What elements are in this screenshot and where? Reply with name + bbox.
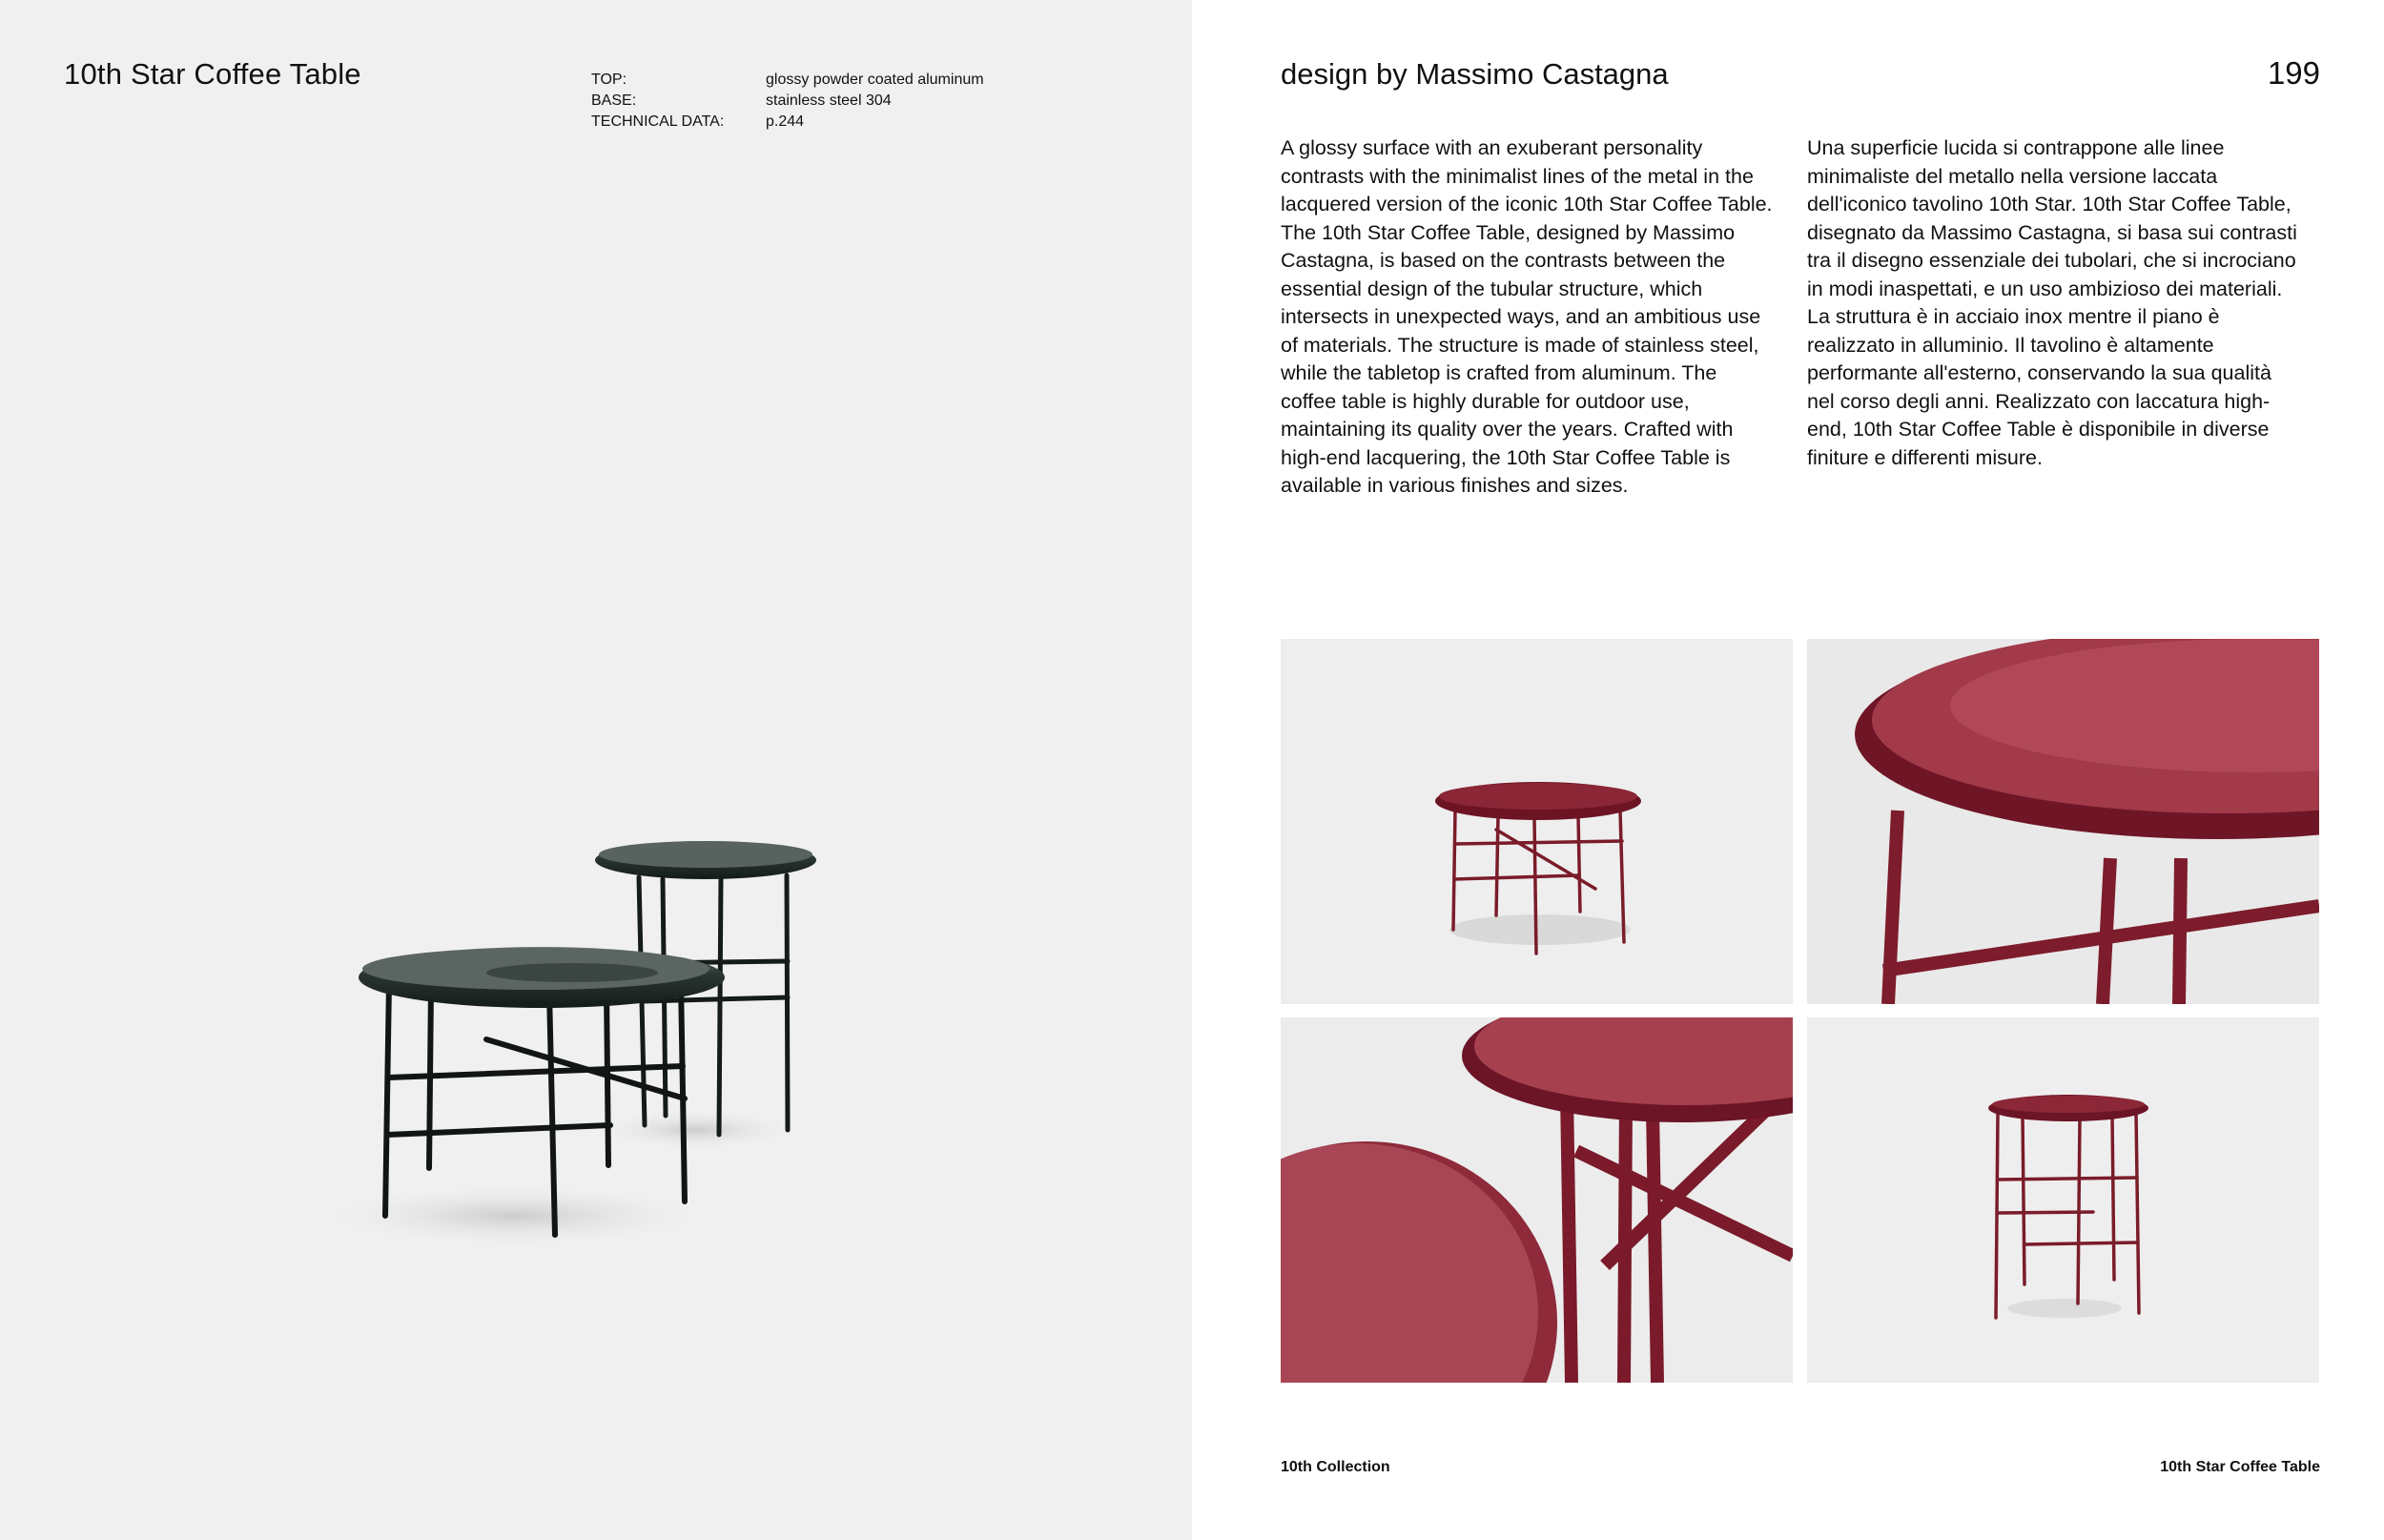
spec-label: TOP:	[591, 72, 627, 88]
description-english: A glossy surface with an exuberant personality contrasts with the minimalist lines of the metal in the lacquered version of the iconic 10th Star Coffee Table. The 10th Star Coffee Table, designed by Massimo Castagna, is based on the contrasts between the essential design of the tubular structure, which intersects in unexpected ways, and an ambitious use of materials. The structure is made of stainless steel, while the tabletop is crafted from aluminum. The coffee table is highly durable for outdoor use, maintaining its quality over the years. Crafted with high-end lacquering, the 10th Star Coffee Table is available in various finishes and sizes.	[1281, 136, 1773, 497]
photo-tables-detail	[1281, 1017, 1793, 1383]
spec-label: TECHNICAL DATA:	[591, 113, 725, 130]
spec-value: stainless steel 304	[766, 92, 892, 109]
page-number: 199	[2267, 55, 2320, 91]
right-page	[1192, 0, 2384, 1540]
description-italian: Una superficie lucida si contrappone alle linee minimaliste del metallo nella versione laccata dell'iconico tavolino 10th Star. 10th Star Coffee Table, disegnato da Massimo Castagna, si basa sui contrasti tra il disegno essenziale dei tubolari, che si incrociano in modi inaspettati, e un uso ambizioso dei materiali. La struttura è in acciaio inox mentre il piano è realizzato in alluminio. Il tavolino è altamente performante all'esterno, conservando la sua qualità nel corso degli anni. Realizzato con laccatura high-end, 10th Star Coffee Table è disponibile in diverse finiture e differenti misure.	[1807, 136, 2297, 469]
coffee-tables-illustration	[286, 811, 877, 1268]
photo-burgundy-table-full	[1281, 639, 1793, 1004]
photo-tabletop-closeup	[1807, 639, 2319, 1004]
spec-row-base	[591, 91, 984, 112]
footer-product-name: 10th Star Coffee Table	[2160, 1459, 2320, 1475]
spec-row-top	[591, 70, 984, 91]
footer-collection: 10th Collection	[1281, 1459, 1390, 1475]
spec-value: glossy powder coated aluminum	[766, 72, 984, 88]
spec-row-technical-data	[591, 112, 984, 133]
page-title: 10th Star Coffee Table	[64, 57, 361, 91]
designer-credit: design by Massimo Castagna	[1281, 57, 1669, 91]
spec-table	[591, 70, 984, 133]
spec-value: p.244	[766, 113, 805, 130]
hero-product-photo	[286, 811, 877, 1268]
spec-label: BASE:	[591, 92, 637, 109]
photo-tall-side-table	[1807, 1017, 2319, 1383]
